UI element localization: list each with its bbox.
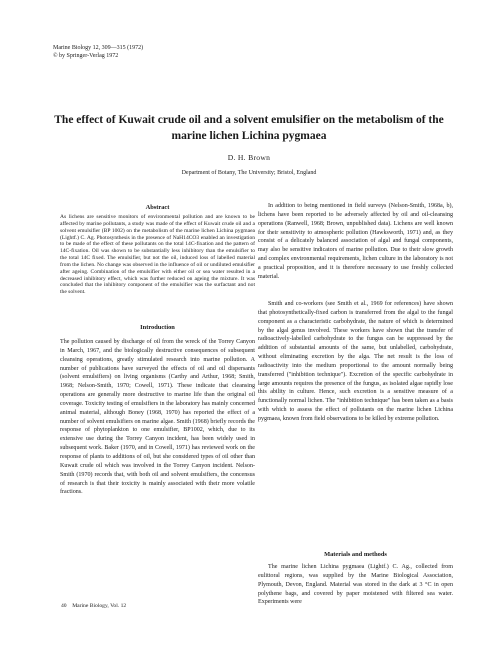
abstract-heading: Abstract — [145, 204, 170, 211]
abstract-text: As lichens are sensitive monitors of environmental pollution and are known to be affected by marine pollutants, a study was made of the effect of Kuwait crude oil and a solvent emulsifier (BP 1002) on the metabolism of the marine lichen Lichina pygmaea (Lightf.) C. Ag. Photosynthesis in the presence of NaH14CO3 enabled an investigation to be made of the effect of these pollutants on the total 14C-fixation and the pattern of 14C-fixation. Oil was shown to be substantially less inhibitory than the emulsifier to the total 14C fixed. The emulsifier, but not the oil, induced loss of labelled material from the lichen. No change was observed in the influence of oil or undiluted emulsifier after ageing. Combination of the emulsifier with either oil or sea water resulted in a decreased inhibitory effect, which was further reduced on ageing the mixture. It was concluded that the inhibitory component of the emulsifier was the surfactant and not the solvent. — [60, 214, 255, 296]
title-line-2: marine lichen Lichina pygmaea — [171, 130, 327, 142]
introduction-text: The pollution caused by discharge of oil from the wreck of the Torrey Canyon in March, 1967, and the biologically destructive consequences of subsequent cleansing operations, greatly stimulated research into marine pollution. A number of publications have surveyed the effects of oil and oil dispersants (solvent emulsifiers) on living organisms (Carthy and Arthur, 1968; Smith, 1968; Nelson-Smith, 1970; Cowell, 1971). These indicate that cleansing operations are generally more destructive to marine life than the original oil coverage. Toxicity testing of emulsifiers in the laboratory has mainly concerned animal material, although Boney (1968, 1970) has reported the effect of a number of solvent emulsifiers on marine algae. Smith (1968) briefly records the response of phytoplankton to one emulsifier, BP1002, which, due to its extensive use during the Torrey Canyon incident, has been widely used in subsequent work. Baker (1970, and in Cowell, 1971) has reviewed work on the response of plants to additions of oil, but she considered types of oil other than Kuwait crude oil which was involved in the Torrey Canyon incident. Nelson-Smith (1970) records that, with both oil and solvent emulsifiers, the concensus of research is that their toxicity is mainly associated with their more volatile fractions. — [60, 339, 255, 496]
author-name: D. H. Brown — [227, 153, 271, 162]
title-line-1: The effect of Kuwait crude oil and a solvent emulsifier on the metabolism of the — [54, 114, 444, 126]
author-affiliation: Department of Botany, The University; Bristol, England — [181, 170, 317, 176]
page-footer — [61, 603, 126, 609]
intro-paragraph-inhibition-technique: Smith and co-workers (see Smith et al., 1969 for references) have shown that photosynthetically-fixed carbon is transferred from the algal to the fungal component as a characteristic carbohydrate, the nature of which is determined by the algal genus involved. These workers have shown that the transfer of radioactively-labelled carbohydrate to the fungus can be suppressed by the addition of substantial amounts of the same, but unlabelled, carbohydrate, without eliminating excretion by the alga. The net result is the loss of radioactivity into the medium proportional to the amount normally being transferred ("inhibition technique"). Excretion of the specific carbohydrate in large amounts requires the presence of the fungus, as isolated algae rapidly lose this ability in culture. Hence, such excretion is a sensitive measure of a functionally normal lichen. The "inhibition technique" has been taken as a basis with which to assess the effect of pollutants on the marine lichen Lichina pygmaea, known from field observations to be killed by extreme pollution. — [258, 301, 453, 422]
page-number: 40 — [61, 603, 67, 609]
article-title — [40, 112, 458, 144]
copyright-notice: © by Springer-Verlag 1972 — [53, 53, 119, 59]
methods-text: The marine lichen Lichina pygmaea (Lightf.) C. Ag., collected from eulittoral regions, was supplied by the Marine Biological Association, Plymouth, Devon, England. Material was stored in the dark at 3 °C in open polythene bags, and covered by paper moistened with filtered sea water. Experiments were — [258, 564, 453, 606]
journal-citation: Marine Biology 12, 309—315 (1972) — [53, 45, 144, 51]
intro-paragraph-lichens: In addition to being mentioned in field surveys (Nelson-Smith, 1968a, b), lichens have been reported to be adversely affected by oil and oil-cleansing operations (Ranwell, 1968; Brown, unpublished data). Lichens are well known for their sensitivity to atmospheric pollution (Hawksworth, 1971) and, as they consist of a delicately balanced association of algal and fungal components, may also be sensitive indicators of marine pollution. Due to their slow growth and complex environmental requirements, lichen culture in the laboratory is not a practical proposition, and it is therefore necessary to use freshly collected material. — [258, 203, 453, 280]
introduction-heading: Introduction — [140, 324, 175, 331]
methods-heading: Materials and methods — [324, 551, 387, 558]
footer-journal: Marine Biology, Vol. 12 — [72, 603, 127, 609]
